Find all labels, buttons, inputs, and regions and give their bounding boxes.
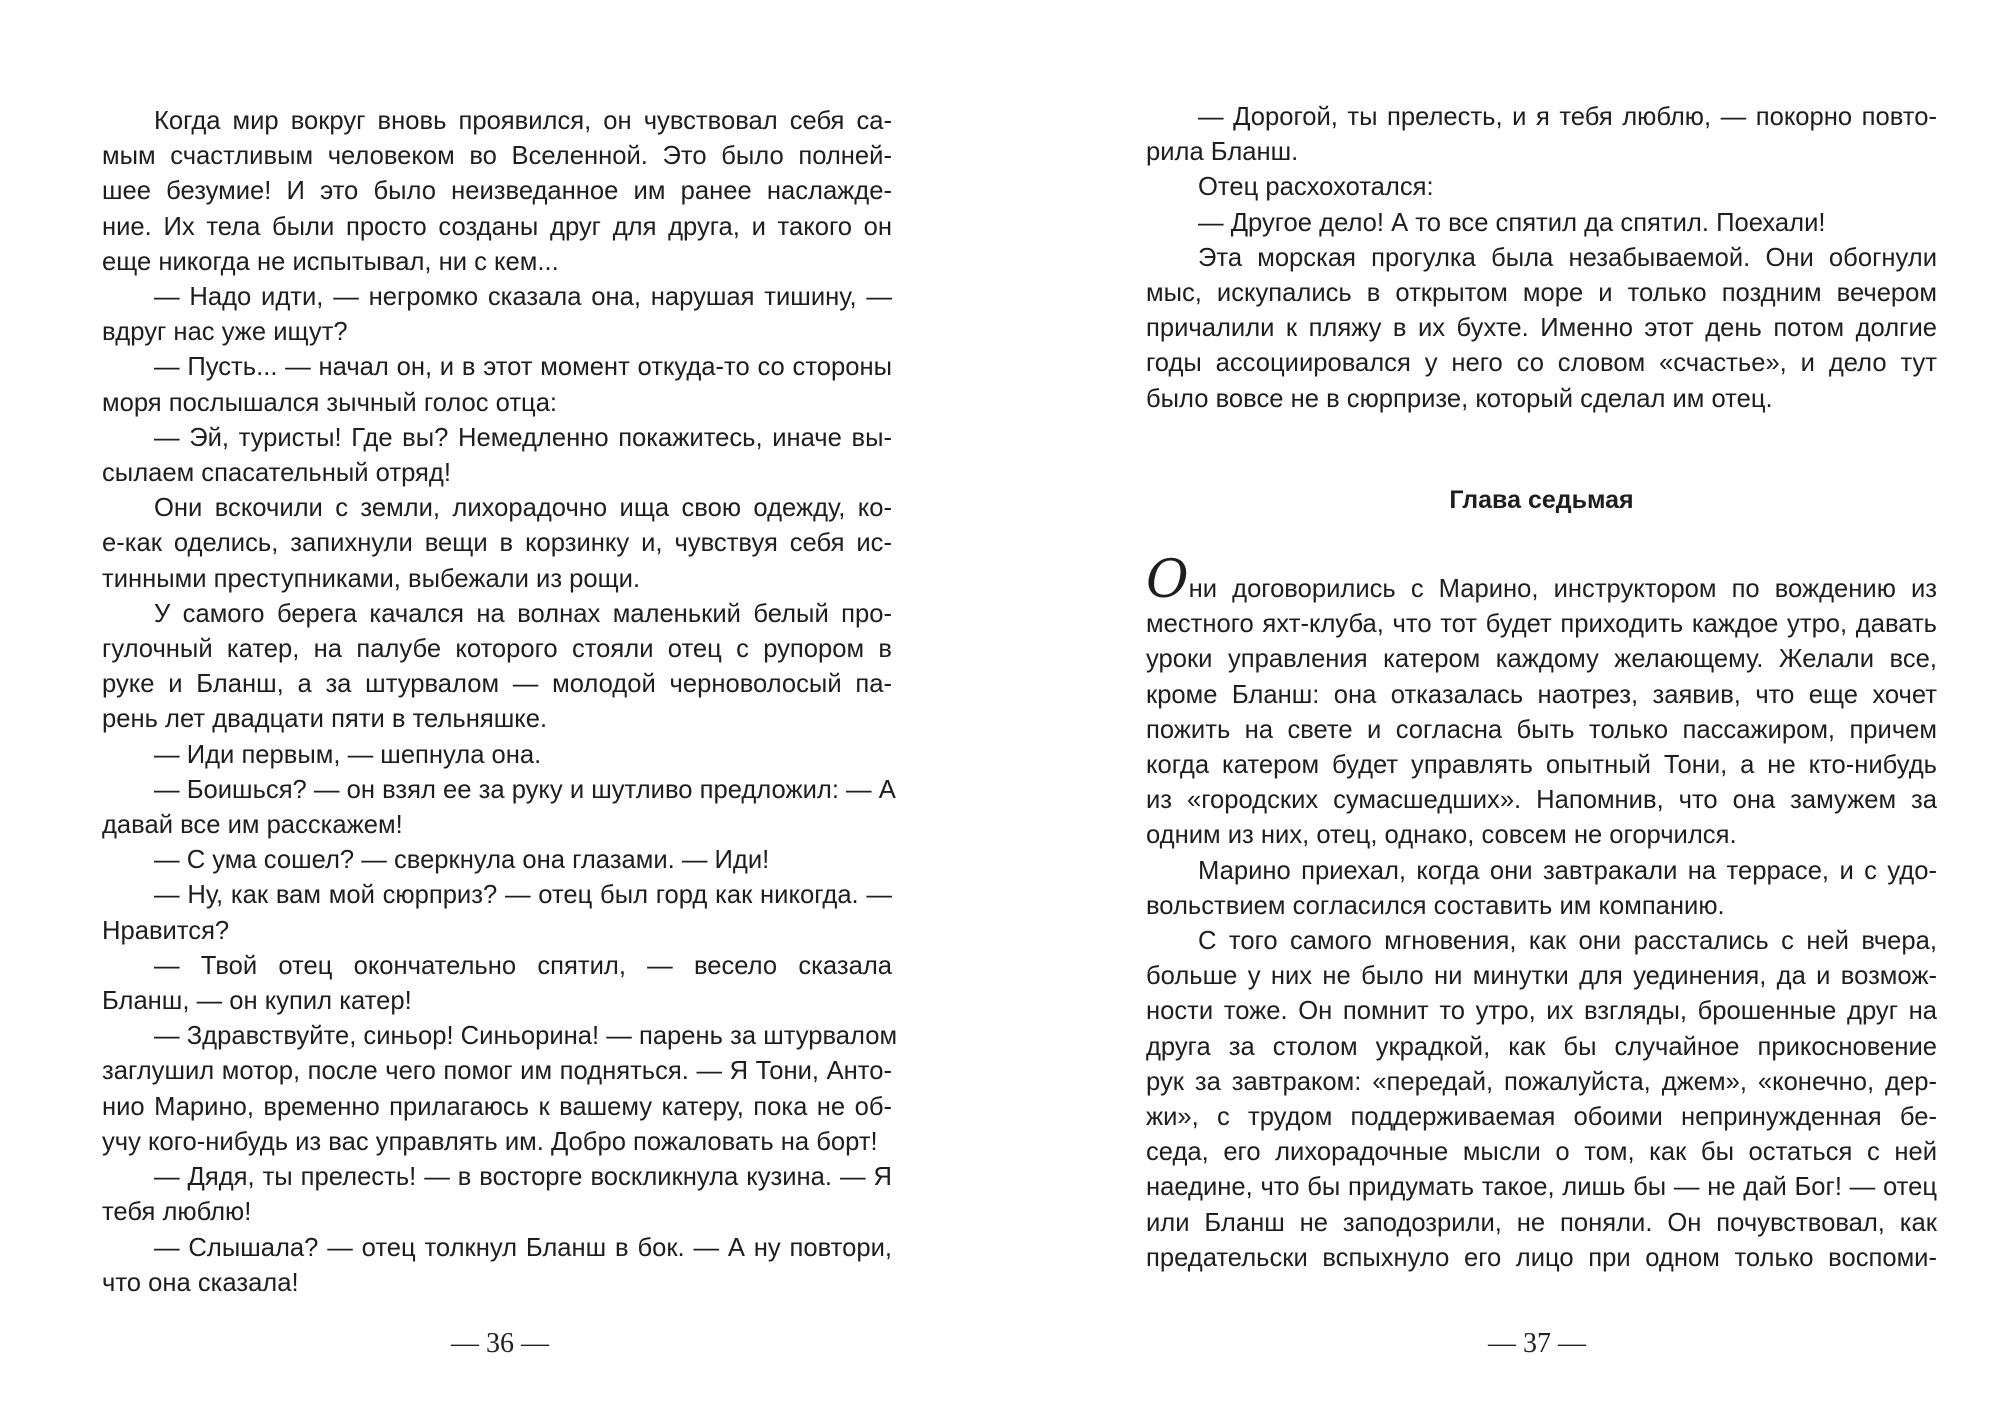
text-line: давай все им расскажем! xyxy=(102,811,403,840)
text-line: наедине, что бы придумать такое, лишь бы — не дай Бог! — отец xyxy=(1146,1173,1937,1202)
text-line: — Эй, туристы! Где вы? Немедленно покажитесь, иначе вы- xyxy=(154,423,892,452)
text-line: — Пусть... — начал он, и в этот момент откуда-то со стороны xyxy=(154,353,892,382)
text-line: Марино приехал, когда они завтракали на террасе, и с удо- xyxy=(1198,856,1937,885)
text-line: шее безумие! И это было неизведанное им ранее наслажде- xyxy=(102,177,892,206)
text-line: мыс, искупались в открытом море и только поздним вечером xyxy=(1146,279,1937,308)
text-line: вдруг нас уже ищут? xyxy=(102,318,348,347)
text-line: заглушил мотор, после чего помог им подняться. — Я Тони, Анто- xyxy=(102,1057,892,1086)
text-line: — Другое дело! А то все спятил да спятил. Поехали! xyxy=(1198,208,1826,237)
text-line: рень лет двадцати пяти в тельняшке. xyxy=(102,705,548,734)
drop-cap: О xyxy=(1146,550,1189,610)
text-line: — Боишься? — он взял ее за руку и шутливо предложил: — А xyxy=(154,775,896,804)
text-line: рук за завтраком: «передай, пожалуйста, джем», «конечно, дер- xyxy=(1146,1067,1937,1096)
text-line: мым счастливым человеком во Вселенной. Это было полней- xyxy=(102,142,892,171)
first-line-text: ни договорились с Марино, инструктором по вождению из xyxy=(1188,575,1937,603)
text-line-first xyxy=(1146,550,1937,610)
text-line: Бланш, — он купил катер! xyxy=(102,987,412,1016)
text-line: Они вскочили с земли, лихорадочно ища свою одежду, ко- xyxy=(154,494,892,523)
text-line: одним из них, отец, однако, совсем не огорчился. xyxy=(1146,821,1737,850)
text-line: годы ассоциировался у него со словом «счастье», и дело тут xyxy=(1146,349,1937,378)
text-line: — Надо идти, — негромко сказала она, нарушая тишину, — xyxy=(154,283,892,312)
text-line: Нравится? xyxy=(102,916,230,945)
page-number-left: — 36 — xyxy=(451,1328,549,1359)
right-page xyxy=(1000,0,2000,1419)
text-line: из «городских сумасшедших». Напомнив, что она замужем за xyxy=(1146,786,1937,815)
left-page-text xyxy=(102,104,898,1301)
text-line: — Слышала? — отец толкнул Бланш в бок. — А ну повтори, xyxy=(154,1233,892,1262)
text-line: кроме Бланш: она отказалась наотрез, заявив, что еще хочет xyxy=(1146,680,1937,709)
text-line: или Бланш не заподозрили, не поняли. Он почувствовал, как xyxy=(1146,1208,1937,1237)
text-line: С того самого мгновения, как они расстались с ней вчера, xyxy=(1198,927,1937,956)
text-line: сылаем спасательный отряд! xyxy=(102,459,451,488)
text-line: уроки управления катером каждому желающему. Желали все, xyxy=(1146,645,1937,674)
text-line: что она сказала! xyxy=(102,1268,299,1297)
text-line: седа, его лихорадочные мысли о том, как бы остаться с ней xyxy=(1146,1138,1937,1167)
right-page-text-top xyxy=(1146,100,1937,417)
text-line: было вовсе не в сюрпризе, который сделал им отец. xyxy=(1146,384,1773,413)
text-line: местного яхт-клуба, что тот будет приходить каждое утро, давать xyxy=(1146,610,1937,639)
text-line: Эта морская прогулка была незабываемой. Они обогнули xyxy=(1198,243,1937,272)
right-page-text-bottom xyxy=(1146,550,1937,1276)
text-line: вольствием согласился составить им компанию. xyxy=(1146,891,1725,920)
text-line: — С ума сошел? — сверкнула она глазами. — Иди! xyxy=(154,846,770,875)
text-line: — Твой отец окончательно спятил, — весело сказала xyxy=(154,951,892,980)
text-line: тебя люблю! xyxy=(102,1198,252,1227)
chapter-title: Глава седьмая xyxy=(1449,486,1634,514)
text-line: когда катером будет управлять опытный Тони, а не кто-нибудь xyxy=(1146,751,1937,780)
text-line: гулочный катер, на палубе которого стояли отец с рупором в xyxy=(102,635,892,664)
text-line: ние. Их тела были просто созданы друг для друга, и такого он xyxy=(102,212,892,241)
text-line: предательски вспыхнуло его лицо при одном только воспоми- xyxy=(1146,1243,1937,1272)
text-line: больше у них не было ни минутки для уединения, да и возмож- xyxy=(1146,962,1937,991)
text-line: моря послышался зычный голос отца: xyxy=(102,388,558,417)
text-line: — Ну, как вам мой сюрприз? — отец был горд как никогда. — xyxy=(154,881,892,910)
text-line: рила Бланш. xyxy=(1146,138,1299,167)
text-line: — Дорогой, ты прелесть, и я тебя люблю, — покорно повто- xyxy=(1198,103,1937,131)
text-line: нио Марино, временно прилагаюсь к вашему катеру, пока не об- xyxy=(102,1092,892,1121)
text-line: причалили к пляжу в их бухте. Именно этот день потом долгие xyxy=(1146,314,1937,343)
text-line: еще никогда не испытывал, ни с кем... xyxy=(102,247,559,276)
text-line: е-как оделись, запихнули вещи в корзинку и, чувствуя себя ис- xyxy=(102,529,892,558)
text-line: руке и Бланш, а за штурвалом — молодой черноволосый па- xyxy=(102,670,892,699)
text-line: Отец расхохотался: xyxy=(1198,173,1434,202)
page-number-right: — 37 — xyxy=(1488,1328,1586,1359)
text-line: — Здравствуйте, синьор! Синьорина! — парень за штурвалом xyxy=(154,1022,898,1051)
text-line: пожить на свете и согласна быть только пассажиром, причем xyxy=(1146,715,1937,744)
text-line: Когда мир вокруг вновь проявился, он чувствовал себя са- xyxy=(154,107,892,135)
text-line: учу кого-нибудь из вас управлять им. Добро пожаловать на борт! xyxy=(102,1127,878,1156)
text-line: У самого берега качался на волнах маленький белый про- xyxy=(154,599,892,628)
text-line: тинными преступниками, выбежали из рощи. xyxy=(102,564,641,593)
text-line: друга за столом украдкой, как бы случайное прикосновение xyxy=(1146,1032,1937,1061)
text-line: — Дядя, ты прелесть! — в восторге воскликнула кузина. — Я xyxy=(154,1163,892,1192)
text-line: — Иди первым, — шепнула она. xyxy=(154,740,542,769)
text-line: жи», с трудом поддерживаемая обоими непринужденная бе- xyxy=(1146,1103,1937,1132)
text-line: ности тоже. Он помнит то утро, их взгляды, брошенные друг на xyxy=(1146,997,1937,1026)
